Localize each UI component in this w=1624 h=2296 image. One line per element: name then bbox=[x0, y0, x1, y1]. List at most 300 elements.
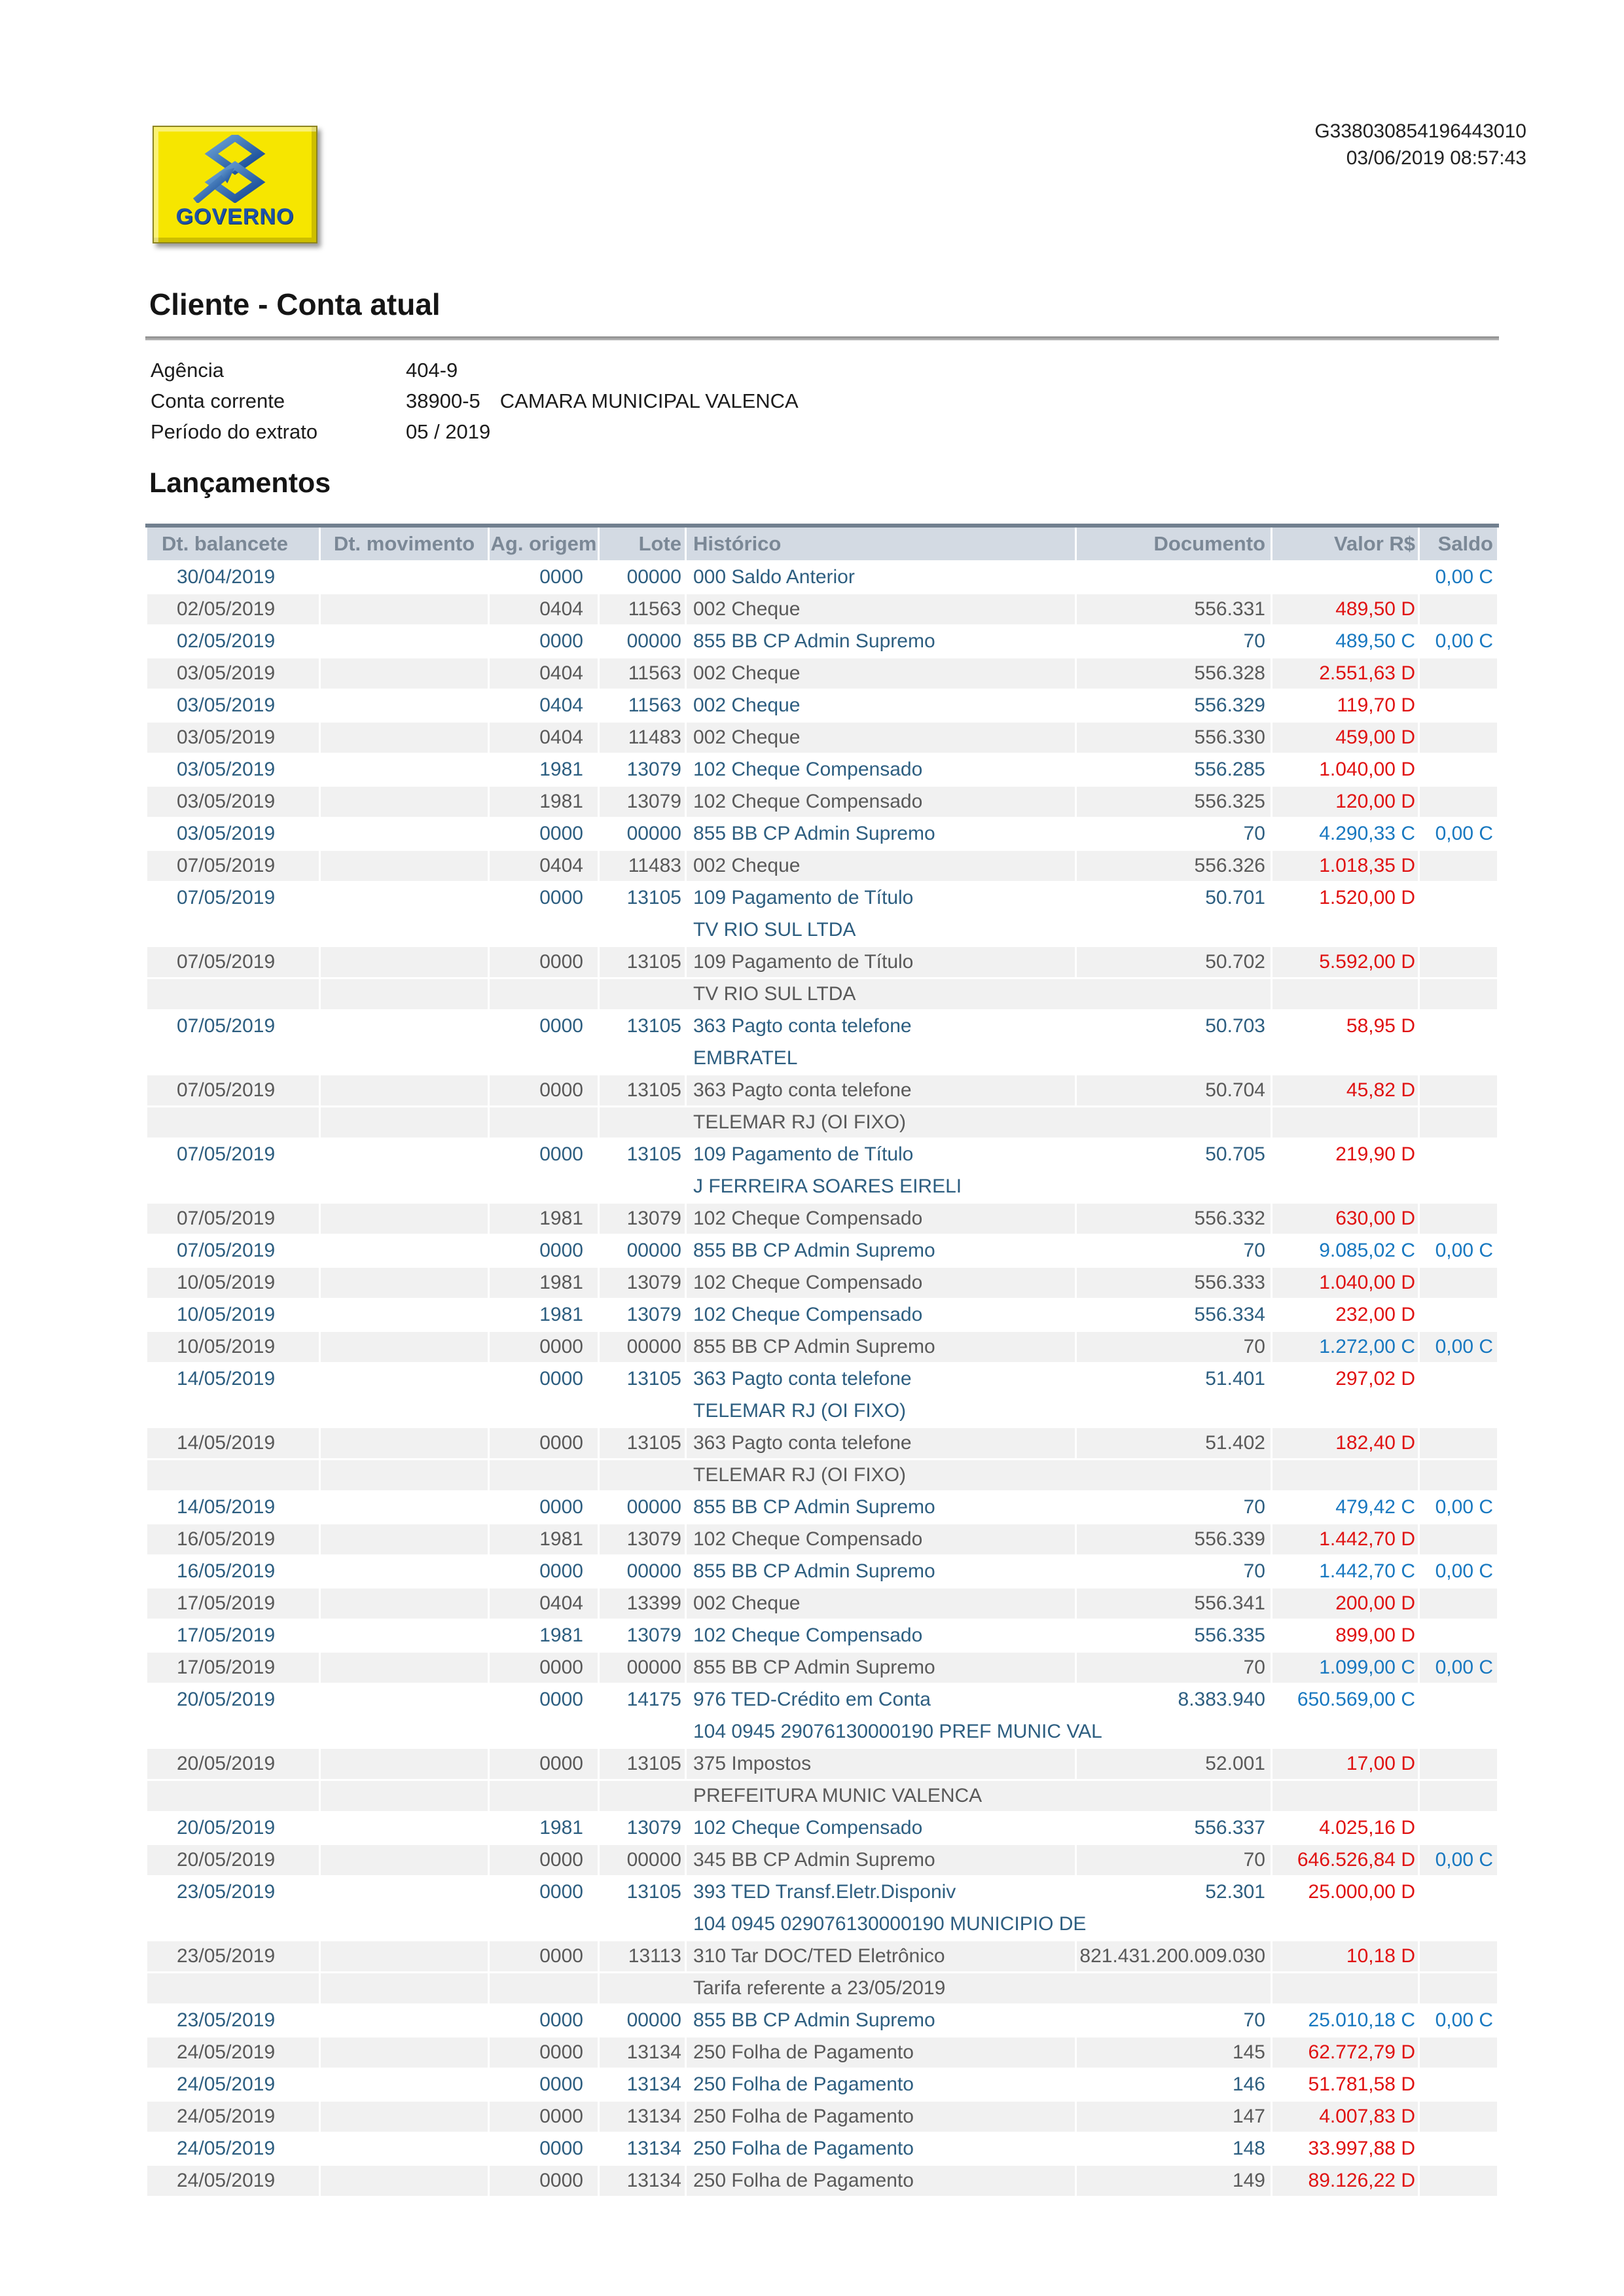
transaction-row bbox=[147, 851, 1497, 881]
transaction-row bbox=[147, 658, 1497, 689]
cell-ag-origem: 0000 bbox=[490, 2134, 598, 2164]
cell-dt-balancete: 16/05/2019 bbox=[147, 1524, 319, 1554]
cell-saldo bbox=[1420, 2134, 1497, 2164]
cell-dt-balancete: 14/05/2019 bbox=[147, 1492, 319, 1522]
transaction-row bbox=[147, 1300, 1497, 1330]
cell-dt-movimento bbox=[321, 1685, 488, 1715]
cell-saldo bbox=[1420, 2166, 1497, 2196]
cell-valor: 232,00 D bbox=[1272, 1300, 1418, 1330]
cell-valor: 5.592,00 D bbox=[1272, 947, 1418, 977]
cell-ag-origem: 0000 bbox=[490, 2070, 598, 2100]
cell-documento bbox=[1077, 562, 1271, 592]
cell-dt-movimento bbox=[321, 1236, 488, 1266]
cell-historico: 109 Pagamento de Título bbox=[687, 947, 1075, 977]
cell-ag-origem bbox=[490, 1396, 598, 1426]
cell-ag-origem bbox=[490, 1172, 598, 1202]
cell-historico: 855 BB CP Admin Supremo bbox=[687, 626, 1075, 656]
cell-documento: 556.339 bbox=[1077, 1524, 1271, 1554]
transaction-row bbox=[147, 1556, 1497, 1587]
cell-historico: 102 Cheque Compensado bbox=[687, 1813, 1075, 1843]
cell-saldo: 0,00 C bbox=[1420, 1236, 1497, 1266]
transaction-row bbox=[147, 2166, 1497, 2196]
cell-saldo bbox=[1420, 2102, 1497, 2132]
transactions-body bbox=[147, 562, 1497, 2196]
transaction-row bbox=[147, 2070, 1497, 2100]
col-documento: Documento bbox=[1077, 528, 1271, 560]
cell-lote: 00000 bbox=[600, 1332, 685, 1362]
cell-lote: 13079 bbox=[600, 1268, 685, 1298]
cell-dt-movimento bbox=[321, 594, 488, 624]
cell-ag-origem: 0000 bbox=[490, 1877, 598, 1907]
cell-ag-origem: 0000 bbox=[490, 1075, 598, 1105]
cell-dt-movimento bbox=[321, 1492, 488, 1522]
cell-dt-balancete: 03/05/2019 bbox=[147, 691, 319, 721]
cell-dt-balancete: 20/05/2019 bbox=[147, 1749, 319, 1779]
transaction-row bbox=[147, 755, 1497, 785]
cell-saldo bbox=[1420, 1460, 1497, 1490]
transaction-row bbox=[147, 947, 1497, 977]
cell-saldo bbox=[1420, 947, 1497, 977]
periodo-label: Período do extrato bbox=[151, 420, 318, 443]
document-timestamp: 03/06/2019 08:57:43 bbox=[1346, 147, 1526, 169]
transaction-row bbox=[147, 1524, 1497, 1554]
cell-ag-origem bbox=[490, 915, 598, 945]
cell-dt-balancete bbox=[147, 1973, 319, 2003]
cell-dt-balancete bbox=[147, 1909, 319, 1939]
cell-documento: 149 bbox=[1077, 2166, 1271, 2196]
cell-valor: 1.018,35 D bbox=[1272, 851, 1418, 881]
cell-valor: 4.290,33 C bbox=[1272, 819, 1418, 849]
cell-dt-movimento bbox=[321, 1717, 488, 1747]
cell-documento: 556.334 bbox=[1077, 1300, 1271, 1330]
cell-historico: 363 Pagto conta telefone bbox=[687, 1075, 1075, 1105]
cell-historico: 002 Cheque bbox=[687, 658, 1075, 689]
cell-documento: 556.333 bbox=[1077, 1268, 1271, 1298]
cell-dt-balancete: 02/05/2019 bbox=[147, 594, 319, 624]
cell-lote: 13079 bbox=[600, 1813, 685, 1843]
col-valor: Valor R$ bbox=[1272, 528, 1418, 560]
cell-saldo bbox=[1420, 1588, 1497, 1619]
cell-valor: 182,40 D bbox=[1272, 1428, 1418, 1458]
cell-detail: J FERREIRA SOARES EIRELI bbox=[600, 1172, 1271, 1202]
cell-lote: 13079 bbox=[600, 1621, 685, 1651]
cell-ag-origem: 0000 bbox=[490, 1845, 598, 1875]
cell-dt-movimento bbox=[321, 2134, 488, 2164]
cell-documento: 50.701 bbox=[1077, 883, 1271, 913]
cell-dt-balancete: 17/05/2019 bbox=[147, 1588, 319, 1619]
cell-ag-origem: 0404 bbox=[490, 851, 598, 881]
cell-historico: 250 Folha de Pagamento bbox=[687, 2070, 1075, 2100]
cell-saldo bbox=[1420, 851, 1497, 881]
transaction-row bbox=[147, 2102, 1497, 2132]
cell-dt-movimento bbox=[321, 915, 488, 945]
cell-valor: 25.000,00 D bbox=[1272, 1877, 1418, 1907]
cell-dt-movimento bbox=[321, 755, 488, 785]
cell-saldo bbox=[1420, 1973, 1497, 2003]
cell-documento: 556.331 bbox=[1077, 594, 1271, 624]
cell-historico: 002 Cheque bbox=[687, 723, 1075, 753]
transaction-row bbox=[147, 2005, 1497, 2036]
cell-valor bbox=[1272, 1460, 1418, 1490]
cell-lote: 13105 bbox=[600, 1364, 685, 1394]
cell-dt-balancete: 10/05/2019 bbox=[147, 1268, 319, 1298]
cell-valor bbox=[1272, 1396, 1418, 1426]
transaction-row bbox=[147, 1685, 1497, 1715]
transaction-row bbox=[147, 562, 1497, 592]
cell-valor: 9.085,02 C bbox=[1272, 1236, 1418, 1266]
cell-dt-balancete bbox=[147, 915, 319, 945]
cell-ag-origem: 1981 bbox=[490, 1813, 598, 1843]
cell-saldo bbox=[1420, 1524, 1497, 1554]
cell-dt-balancete: 16/05/2019 bbox=[147, 1556, 319, 1587]
cell-historico: 250 Folha de Pagamento bbox=[687, 2102, 1075, 2132]
cell-valor: 297,02 D bbox=[1272, 1364, 1418, 1394]
cell-lote: 00000 bbox=[600, 1236, 685, 1266]
cell-dt-balancete bbox=[147, 1043, 319, 1073]
cell-documento: 556.332 bbox=[1077, 1204, 1271, 1234]
cell-historico: 375 Impostos bbox=[687, 1749, 1075, 1779]
cell-dt-balancete bbox=[147, 1717, 319, 1747]
cell-valor: 1.099,00 C bbox=[1272, 1653, 1418, 1683]
cell-documento: 70 bbox=[1077, 1845, 1271, 1875]
cell-valor: 1.520,00 D bbox=[1272, 883, 1418, 913]
cell-valor bbox=[1272, 1107, 1418, 1138]
cell-dt-balancete: 03/05/2019 bbox=[147, 787, 319, 817]
cell-valor: 489,50 D bbox=[1272, 594, 1418, 624]
cell-dt-movimento bbox=[321, 1396, 488, 1426]
document-meta bbox=[1314, 118, 1526, 171]
col-dt-balancete: Dt. balancete bbox=[147, 528, 319, 560]
header-row bbox=[147, 528, 1497, 560]
cell-ag-origem bbox=[490, 1107, 598, 1138]
governo-label: GOVERNO bbox=[175, 204, 295, 229]
cell-dt-movimento bbox=[321, 1364, 488, 1394]
cell-documento: 50.704 bbox=[1077, 1075, 1271, 1105]
transaction-row bbox=[147, 1139, 1497, 1170]
transaction-row bbox=[147, 1268, 1497, 1298]
cell-saldo bbox=[1420, 1139, 1497, 1170]
transaction-row bbox=[147, 723, 1497, 753]
cell-ag-origem: 0000 bbox=[490, 1236, 598, 1266]
cell-valor: 650.569,00 C bbox=[1272, 1685, 1418, 1715]
cell-dt-movimento bbox=[321, 1107, 488, 1138]
transaction-detail-row bbox=[147, 1781, 1497, 1811]
cell-historico: 002 Cheque bbox=[687, 691, 1075, 721]
info-row-conta bbox=[151, 386, 799, 416]
cell-ag-origem bbox=[490, 1043, 598, 1073]
cell-valor bbox=[1272, 562, 1418, 592]
cell-documento: 70 bbox=[1077, 819, 1271, 849]
cell-lote: 13105 bbox=[600, 1877, 685, 1907]
cell-ag-origem: 0000 bbox=[490, 626, 598, 656]
cell-ag-origem: 0000 bbox=[490, 1139, 598, 1170]
cell-historico: 310 Tar DOC/TED Eletrônico bbox=[687, 1941, 1075, 1971]
cell-dt-movimento bbox=[321, 819, 488, 849]
cell-ag-origem: 0404 bbox=[490, 1588, 598, 1619]
bank-logo bbox=[153, 126, 317, 243]
cell-dt-movimento bbox=[321, 626, 488, 656]
col-ag-origem: Ag. origem bbox=[490, 528, 598, 560]
cell-valor: 2.551,63 D bbox=[1272, 658, 1418, 689]
cell-documento: 70 bbox=[1077, 626, 1271, 656]
cell-valor bbox=[1272, 1172, 1418, 1202]
cell-dt-balancete: 24/05/2019 bbox=[147, 2166, 319, 2196]
cell-saldo bbox=[1420, 1685, 1497, 1715]
cell-ag-origem: 0404 bbox=[490, 691, 598, 721]
cell-historico: 250 Folha de Pagamento bbox=[687, 2037, 1075, 2068]
transaction-row bbox=[147, 691, 1497, 721]
cell-documento: 70 bbox=[1077, 2005, 1271, 2036]
cell-historico: 976 TED-Crédito em Conta bbox=[687, 1685, 1075, 1715]
col-lote: Lote bbox=[600, 528, 685, 560]
cell-saldo: 0,00 C bbox=[1420, 626, 1497, 656]
cell-lote: 11483 bbox=[600, 723, 685, 753]
cell-lote: 00000 bbox=[600, 1556, 685, 1587]
cell-dt-movimento bbox=[321, 1428, 488, 1458]
cell-lote: 11563 bbox=[600, 658, 685, 689]
cell-saldo bbox=[1420, 1941, 1497, 1971]
cell-dt-balancete: 14/05/2019 bbox=[147, 1364, 319, 1394]
cell-ag-origem: 0000 bbox=[490, 2102, 598, 2132]
transactions-table bbox=[145, 526, 1499, 2198]
cell-saldo bbox=[1420, 755, 1497, 785]
cell-saldo bbox=[1420, 915, 1497, 945]
transaction-detail-row bbox=[147, 1973, 1497, 2003]
cell-historico: 102 Cheque Compensado bbox=[687, 755, 1075, 785]
transaction-row bbox=[147, 1364, 1497, 1394]
cell-dt-movimento bbox=[321, 658, 488, 689]
cell-dt-balancete: 20/05/2019 bbox=[147, 1685, 319, 1715]
cell-ag-origem: 1981 bbox=[490, 1300, 598, 1330]
cell-ag-origem bbox=[490, 1781, 598, 1811]
transaction-detail-row bbox=[147, 1107, 1497, 1138]
transaction-row bbox=[147, 1845, 1497, 1875]
cell-saldo bbox=[1420, 1909, 1497, 1939]
cell-valor: 219,90 D bbox=[1272, 1139, 1418, 1170]
cell-saldo bbox=[1420, 979, 1497, 1009]
cell-detail: TELEMAR RJ (OI FIXO) bbox=[600, 1396, 1271, 1426]
cell-documento: 50.705 bbox=[1077, 1139, 1271, 1170]
transaction-row bbox=[147, 1075, 1497, 1105]
cell-lote: 13134 bbox=[600, 2070, 685, 2100]
cell-saldo bbox=[1420, 1204, 1497, 1234]
cell-dt-movimento bbox=[321, 2070, 488, 2100]
cell-valor bbox=[1272, 915, 1418, 945]
cell-dt-balancete bbox=[147, 1172, 319, 1202]
cell-valor bbox=[1272, 1717, 1418, 1747]
cell-valor: 45,82 D bbox=[1272, 1075, 1418, 1105]
transaction-row bbox=[147, 1011, 1497, 1041]
transaction-row bbox=[147, 594, 1497, 624]
cell-historico: 102 Cheque Compensado bbox=[687, 1204, 1075, 1234]
cell-saldo: 0,00 C bbox=[1420, 1556, 1497, 1587]
cell-valor: 62.772,79 D bbox=[1272, 2037, 1418, 2068]
cell-dt-movimento bbox=[321, 1300, 488, 1330]
cell-dt-balancete: 10/05/2019 bbox=[147, 1300, 319, 1330]
cell-saldo bbox=[1420, 1621, 1497, 1651]
cell-saldo: 0,00 C bbox=[1420, 1845, 1497, 1875]
cell-saldo bbox=[1420, 1717, 1497, 1747]
cell-dt-balancete: 20/05/2019 bbox=[147, 1845, 319, 1875]
cell-dt-movimento bbox=[321, 1588, 488, 1619]
cell-lote: 13079 bbox=[600, 755, 685, 785]
cell-historico: 102 Cheque Compensado bbox=[687, 1524, 1075, 1554]
cell-lote: 00000 bbox=[600, 1492, 685, 1522]
cell-dt-movimento bbox=[321, 1973, 488, 2003]
cell-ag-origem bbox=[490, 1973, 598, 2003]
cell-dt-balancete: 07/05/2019 bbox=[147, 947, 319, 977]
table-header bbox=[147, 528, 1497, 560]
cell-dt-movimento bbox=[321, 1845, 488, 1875]
info-row-agencia bbox=[151, 355, 799, 386]
cell-saldo bbox=[1420, 1011, 1497, 1041]
cell-dt-balancete: 30/04/2019 bbox=[147, 562, 319, 592]
cell-dt-balancete: 02/05/2019 bbox=[147, 626, 319, 656]
cell-historico: 102 Cheque Compensado bbox=[687, 787, 1075, 817]
cell-dt-movimento bbox=[321, 1524, 488, 1554]
agencia-value: 404-9 bbox=[406, 358, 458, 382]
cell-saldo: 0,00 C bbox=[1420, 562, 1497, 592]
cell-ag-origem: 1981 bbox=[490, 1204, 598, 1234]
cell-dt-movimento bbox=[321, 1075, 488, 1105]
agencia-label: Agência bbox=[151, 358, 225, 382]
cell-valor: 4.025,16 D bbox=[1272, 1813, 1418, 1843]
cell-lote: 13105 bbox=[600, 883, 685, 913]
cell-documento: 556.337 bbox=[1077, 1813, 1271, 1843]
cell-ag-origem: 1981 bbox=[490, 787, 598, 817]
cell-historico: 393 TED Transf.Eletr.Disponiv bbox=[687, 1877, 1075, 1907]
cell-detail: TV RIO SUL LTDA bbox=[600, 979, 1271, 1009]
cell-historico: 363 Pagto conta telefone bbox=[687, 1428, 1075, 1458]
col-historico: Histórico bbox=[687, 528, 1075, 560]
cell-valor: 1.442,70 D bbox=[1272, 1524, 1418, 1554]
cell-valor: 51.781,58 D bbox=[1272, 2070, 1418, 2100]
cell-saldo bbox=[1420, 1781, 1497, 1811]
cell-documento: 70 bbox=[1077, 1653, 1271, 1683]
cell-dt-movimento bbox=[321, 979, 488, 1009]
cell-lote: 13105 bbox=[600, 1428, 685, 1458]
cell-ag-origem: 0000 bbox=[490, 819, 598, 849]
transaction-row bbox=[147, 819, 1497, 849]
cell-historico: 002 Cheque bbox=[687, 594, 1075, 624]
cell-dt-balancete: 20/05/2019 bbox=[147, 1813, 319, 1843]
cell-dt-balancete: 07/05/2019 bbox=[147, 1011, 319, 1041]
cell-valor: 1.040,00 D bbox=[1272, 1268, 1418, 1298]
cell-detail: EMBRATEL bbox=[600, 1043, 1271, 1073]
transaction-detail-row bbox=[147, 1172, 1497, 1202]
cell-saldo bbox=[1420, 1172, 1497, 1202]
cell-dt-balancete bbox=[147, 1396, 319, 1426]
transaction-row bbox=[147, 1492, 1497, 1522]
cell-ag-origem: 1981 bbox=[490, 1268, 598, 1298]
transaction-row bbox=[147, 1749, 1497, 1779]
transaction-detail-row bbox=[147, 1396, 1497, 1426]
cell-documento: 52.001 bbox=[1077, 1749, 1271, 1779]
cell-ag-origem: 1981 bbox=[490, 1524, 598, 1554]
cell-documento: 556.325 bbox=[1077, 787, 1271, 817]
cell-ag-origem: 0404 bbox=[490, 723, 598, 753]
transaction-row bbox=[147, 1877, 1497, 1907]
cell-documento: 52.301 bbox=[1077, 1877, 1271, 1907]
cell-valor: 1.272,00 C bbox=[1272, 1332, 1418, 1362]
cell-documento: 70 bbox=[1077, 1332, 1271, 1362]
cell-dt-balancete: 03/05/2019 bbox=[147, 723, 319, 753]
cell-lote: 13134 bbox=[600, 2166, 685, 2196]
cell-dt-balancete bbox=[147, 979, 319, 1009]
transaction-row bbox=[147, 787, 1497, 817]
transaction-row bbox=[147, 626, 1497, 656]
cell-ag-origem: 0000 bbox=[490, 1011, 598, 1041]
cell-documento: 70 bbox=[1077, 1492, 1271, 1522]
cell-dt-movimento bbox=[321, 2005, 488, 2036]
cell-detail: TELEMAR RJ (OI FIXO) bbox=[600, 1107, 1271, 1138]
transaction-row bbox=[147, 1428, 1497, 1458]
cell-saldo bbox=[1420, 691, 1497, 721]
cell-historico: 000 Saldo Anterior bbox=[687, 562, 1075, 592]
cell-dt-balancete: 07/05/2019 bbox=[147, 1139, 319, 1170]
cell-historico: 002 Cheque bbox=[687, 851, 1075, 881]
cell-ag-origem: 0404 bbox=[490, 658, 598, 689]
cell-dt-movimento bbox=[321, 691, 488, 721]
cell-valor: 489,50 C bbox=[1272, 626, 1418, 656]
transaction-detail-row bbox=[147, 1717, 1497, 1747]
cell-dt-balancete bbox=[147, 1460, 319, 1490]
cell-ag-origem bbox=[490, 1717, 598, 1747]
cell-saldo bbox=[1420, 2070, 1497, 2100]
cell-saldo bbox=[1420, 2037, 1497, 2068]
cell-dt-movimento bbox=[321, 1941, 488, 1971]
cell-documento: 556.341 bbox=[1077, 1588, 1271, 1619]
cell-valor: 58,95 D bbox=[1272, 1011, 1418, 1041]
cell-documento: 556.328 bbox=[1077, 658, 1271, 689]
cell-documento: 50.702 bbox=[1077, 947, 1271, 977]
col-dt-movimento: Dt. movimento bbox=[321, 528, 488, 560]
document-id: G338030854196443010 bbox=[1314, 120, 1526, 142]
cell-valor: 479,42 C bbox=[1272, 1492, 1418, 1522]
cell-dt-balancete: 17/05/2019 bbox=[147, 1653, 319, 1683]
cell-dt-movimento bbox=[321, 883, 488, 913]
cell-dt-balancete: 07/05/2019 bbox=[147, 1204, 319, 1234]
cell-lote: 00000 bbox=[600, 2005, 685, 2036]
cell-lote: 13105 bbox=[600, 1749, 685, 1779]
cell-lote: 13134 bbox=[600, 2102, 685, 2132]
cell-valor: 10,18 D bbox=[1272, 1941, 1418, 1971]
cell-dt-movimento bbox=[321, 1011, 488, 1041]
conta-value: 38900-5 bbox=[406, 389, 480, 412]
cell-saldo bbox=[1420, 1268, 1497, 1298]
title-divider bbox=[145, 336, 1499, 340]
cell-historico: 855 BB CP Admin Supremo bbox=[687, 1492, 1075, 1522]
cell-detail: TV RIO SUL LTDA bbox=[600, 915, 1271, 945]
col-saldo: Saldo bbox=[1420, 528, 1497, 560]
cell-dt-balancete: 03/05/2019 bbox=[147, 819, 319, 849]
cell-valor: 1.442,70 C bbox=[1272, 1556, 1418, 1587]
cell-valor: 17,00 D bbox=[1272, 1749, 1418, 1779]
cell-dt-movimento bbox=[321, 1332, 488, 1362]
cell-lote: 13134 bbox=[600, 2037, 685, 2068]
cell-historico: 002 Cheque bbox=[687, 1588, 1075, 1619]
transaction-row bbox=[147, 1621, 1497, 1651]
cell-valor: 630,00 D bbox=[1272, 1204, 1418, 1234]
transaction-row bbox=[147, 1813, 1497, 1843]
transaction-row bbox=[147, 1236, 1497, 1266]
cell-lote: 00000 bbox=[600, 1653, 685, 1683]
cell-ag-origem: 0000 bbox=[490, 1428, 598, 1458]
cell-dt-balancete: 24/05/2019 bbox=[147, 2037, 319, 2068]
cell-valor: 120,00 D bbox=[1272, 787, 1418, 817]
cell-documento: 51.402 bbox=[1077, 1428, 1271, 1458]
transaction-row bbox=[147, 2037, 1497, 2068]
